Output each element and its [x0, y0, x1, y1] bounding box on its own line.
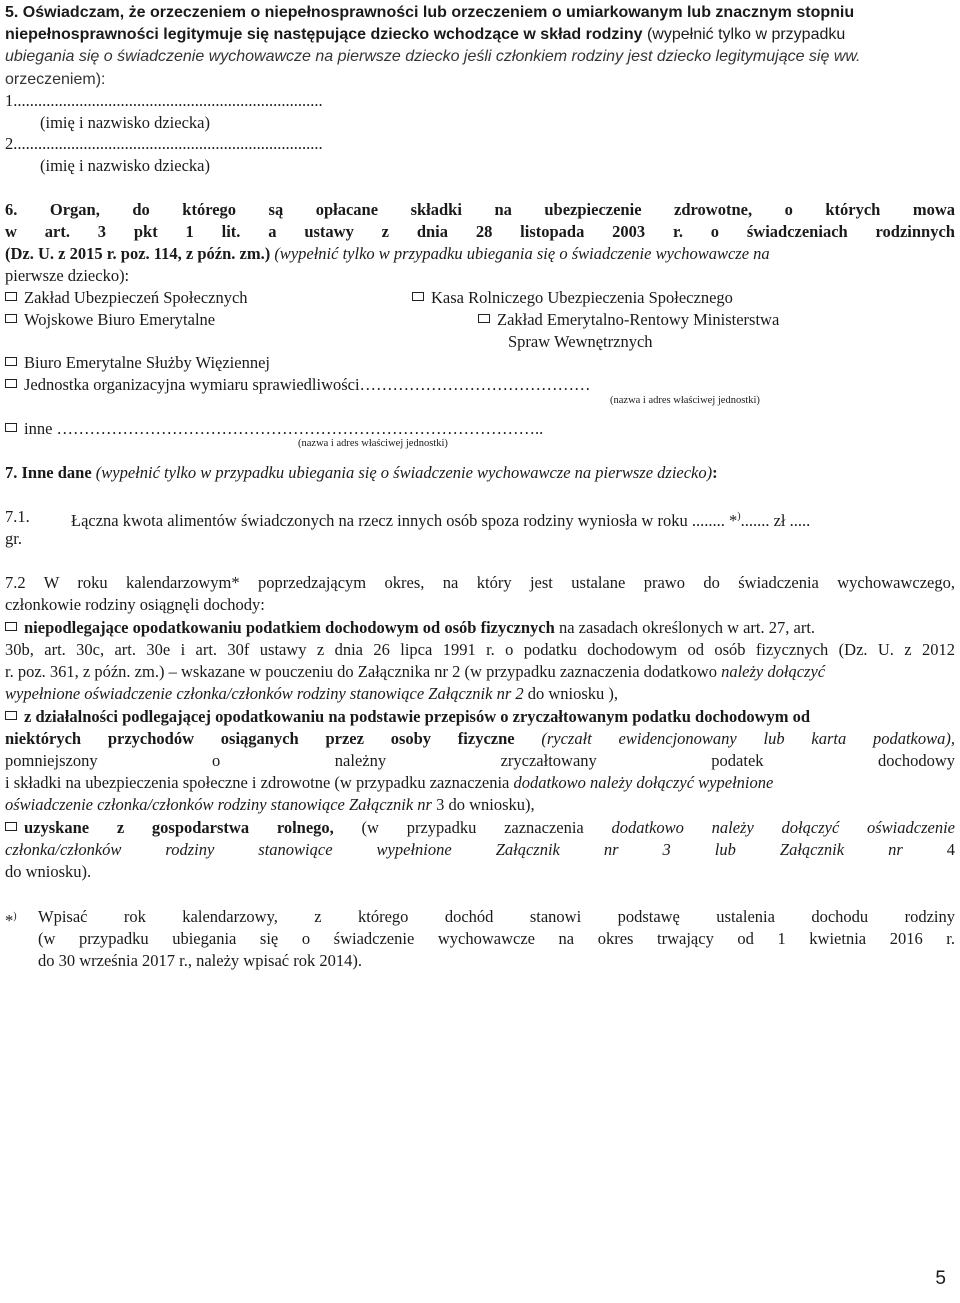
p71-gr: gr.	[5, 529, 22, 548]
jednostka-note: (nazwa i adres właściwej jednostki)	[610, 395, 760, 406]
alimony-amount-field[interactable]: ....... zł .....	[740, 511, 811, 530]
child2-field[interactable]: 2...........................................................................	[5, 134, 323, 153]
income-option-1[interactable]: niepodlegające opodatkowaniu podatkiem dochodowym od osób fizycznych na zasadach określonych w art. 27, art.	[5, 617, 955, 639]
checkbox-zus[interactable]	[5, 292, 17, 301]
income-2-line5: oświadczenie członka/członków rodziny stanowiące Załącznik nr 3 do wniosku),	[5, 795, 535, 814]
p72-line1: 7.2 W roku kalendarzowym* poprzedzającym okres, na który jest ustalane prawo do świadczenia wychowawczego,	[5, 573, 955, 592]
income-option-3[interactable]: uzyskane z gospodarstwa rolnego, (w przypadku zaznaczenia dodatkowo należy dołączyć oświadczenie	[5, 817, 955, 839]
footnote-mark: *)	[5, 911, 17, 930]
page-number: 5	[935, 1268, 946, 1289]
p71-number: 7.1.	[5, 507, 30, 526]
income-2-line2: niektórych przychodów osiąganych przez osoby fizyczne (ryczałt ewidencjonowany lub karta podatkowa),	[5, 729, 955, 748]
checkbox-jednostka[interactable]	[5, 379, 17, 388]
child2-label: (imię i nazwisko dziecka)	[40, 156, 210, 175]
income-1-line3: r. poz. 361, z późn. zm.) – wskazane w pouczeniu do Załącznika nr 2 (w przypadku zaznaczenia dodatkowo należy dołączyć	[5, 662, 826, 681]
income-3-line3: do wniosku).	[5, 862, 92, 881]
section6-line3: (Dz. U. z 2015 r. poz. 114, z późn. zm.) (wypełnić tylko w przypadku ubiegania się o świadczenie wychowawcze na	[5, 244, 770, 263]
income-3-line2: członka/członków rodziny stanowiące wypełnione Załącznik nr 3 lub Załącznik nr 4	[5, 840, 956, 859]
section5-line1: 5. Oświadczam, że orzeczeniem o niepełnosprawności lub orzeczeniem o umiarkowanym lub znacznym stopniu	[5, 4, 855, 21]
option-mswia[interactable]: Zakład Emerytalno-Rentowy Ministerstwa	[478, 309, 779, 331]
section7-heading: 7. Inne dane (wypełnić tylko w przypadku ubiegania się o świadczenie wychowawcze na pierwsze dziecko):	[5, 463, 718, 482]
p72-line2: członkowie rodziny osiągnęli dochody:	[5, 595, 265, 614]
footnote-line3: do 30 września 2017 r., należy wpisać rok 2014).	[38, 951, 362, 970]
checkbox-income-2[interactable]	[5, 711, 17, 720]
income-1-line2: 30b, art. 30c, art. 30e i art. 30f ustawy z dnia 26 lipca 1991 r. o podatku dochodowym od osób fizycznych (Dz. U. z 2012	[5, 640, 955, 659]
p71-text: Łączna kwota alimentów świadczonych na rzecz innych osób spoza rodziny wyniosła w roku ........ *)....... zł .....	[71, 511, 811, 530]
section5-line4: orzeczeniem):	[5, 71, 106, 88]
section5-line2: niepełnosprawności legitymuje się następujące dziecko wchodzące w skład rodziny (wypełnić tylko w przypadku	[5, 26, 846, 43]
section6-line2: w art. 3 pkt 1 lit. a ustawy z dnia 28 listopada 2003 r. o świadczeniach rodzinnych	[5, 222, 955, 241]
option-sluzba[interactable]: Biuro Emerytalne Służby Więziennej	[5, 352, 270, 374]
income-2-line4: i składki na ubezpieczenia społeczne i zdrowotne (w przypadku zaznaczenia dodatkowo należy dołączyć wypełnione	[5, 773, 774, 792]
checkbox-income-3[interactable]	[5, 822, 17, 831]
footnote-line1: Wpisać rok kalendarzowy, z którego dochód stanowi podstawę ustalenia dochodu rodziny	[38, 907, 955, 926]
checkbox-inne[interactable]	[5, 423, 17, 432]
option-inne[interactable]: inne ……………………………………………………………………………..	[5, 418, 543, 440]
option-mswia-line2: Spraw Wewnętrznych	[508, 332, 653, 351]
checkbox-mswia[interactable]	[478, 314, 490, 323]
option-wojskowe[interactable]: Wojskowe Biuro Emerytalne	[5, 309, 215, 331]
inne-note: (nazwa i adres właściwej jednostki)	[298, 438, 448, 449]
child1-field[interactable]: 1...........................................................................	[5, 91, 323, 110]
section6-line4: pierwsze dziecko):	[5, 266, 130, 285]
option-zus[interactable]: Zakład Ubezpieczeń Społecznych	[5, 287, 248, 309]
income-2-line3: pomniejszony o należny zryczałtowany podatek dochodowy	[5, 751, 955, 770]
checkbox-krus[interactable]	[412, 292, 424, 301]
child1-label: (imię i nazwisko dziecka)	[40, 113, 210, 132]
checkbox-income-1[interactable]	[5, 622, 17, 631]
option-jednostka[interactable]: Jednostka organizacyjna wymiaru sprawiedliwości……………………………………	[5, 374, 591, 396]
income-option-2[interactable]: z działalności podlegającej opodatkowaniu na podstawie przepisów o zryczałtowanym podatku dochodowym od	[5, 706, 955, 728]
section5-line3: ubiegania się o świadczenie wychowawcze na pierwsze dziecko jeśli członkiem rodziny jest dziecko legitymujące się ww.	[5, 48, 861, 65]
section6-line1: 6. Organ, do którego są opłacane składki na ubezpieczenie zdrowotne, o których mowa	[5, 200, 955, 219]
checkbox-sluzba[interactable]	[5, 357, 17, 366]
option-krus[interactable]: Kasa Rolniczego Ubezpieczenia Społecznego	[412, 287, 733, 309]
footnote-line2: (w przypadku ubiegania się o świadczenie wychowawcze na okres trwający od 1 kwietnia 2016 r.	[38, 929, 955, 948]
income-1-line4: wypełnione oświadczenie członka/członków rodziny stanowiące Załącznik nr 2 do wniosku ),	[5, 684, 619, 703]
checkbox-wojskowe[interactable]	[5, 314, 17, 323]
